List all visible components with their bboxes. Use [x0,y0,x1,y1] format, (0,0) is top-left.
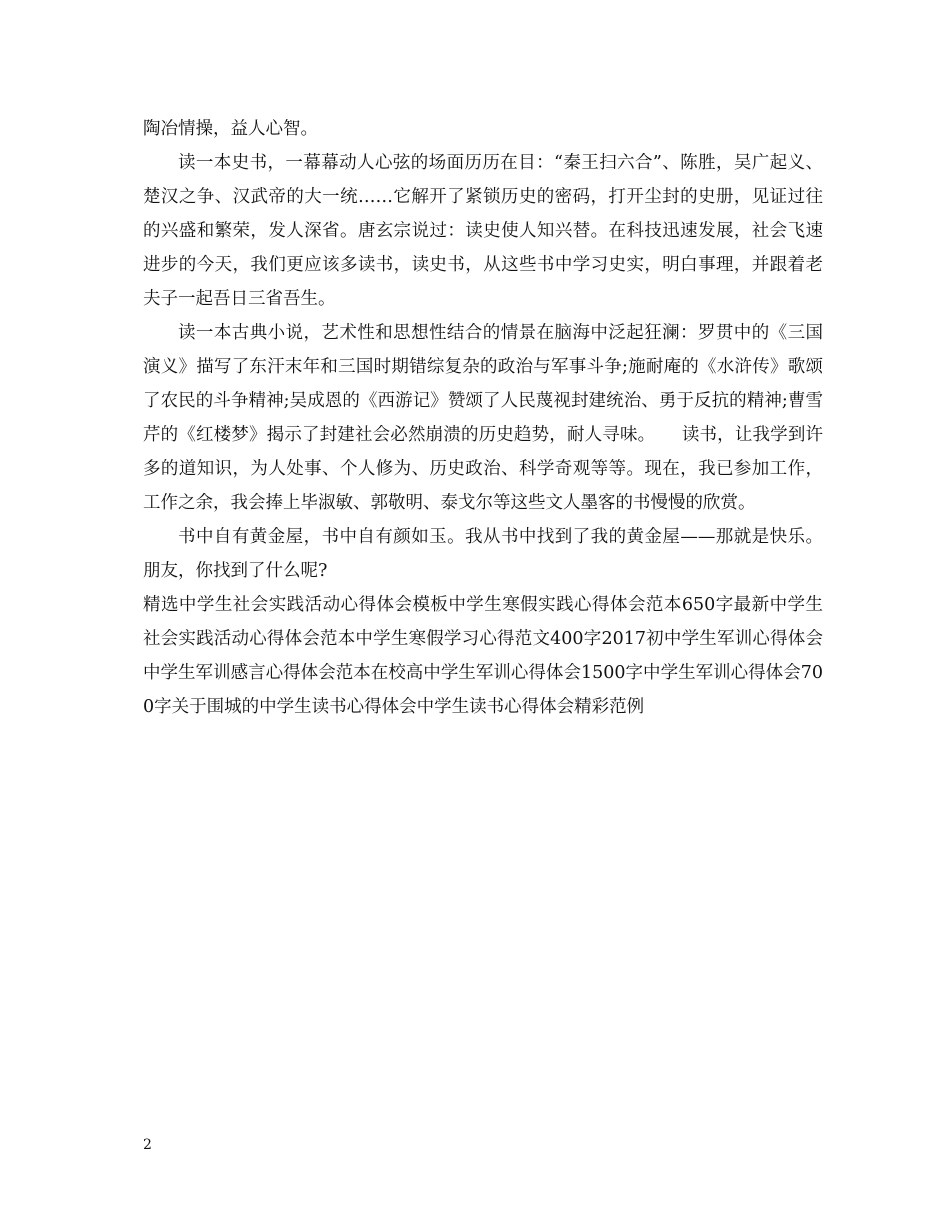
paragraph-classic-novels: 读一本古典小说，艺术性和思想性结合的情景在脑海中泛起狂澜：罗贯中的《三国演义》描写了东汗末年和三国时期错综复杂的政治与军事斗争;施耐庵的《水浒传》歌颂了农民的斗争精神;吴成恩的《西游记》赞颂了人民蔑视封建统治、勇于反抗的精神;曹雪芹的《红楼梦》揭示了封建社会必然崩溃的历史趋势，耐人寻味。 读书，让我学到许多的道知识，为人处事、个人修为、历史政治、科学奇观等等。现在，我已参加工作，工作之余，我会捧上毕淑敏、郭敬明、泰戈尔等这些文人墨客的书慢慢的欣赏。 [143,323,823,513]
paragraph-continuation: 陶冶情操，益人心智。 [143,119,318,139]
related-articles-text: 精选中学生社会实践活动心得体会模板中学生寒假实践心得体会范本650字最新中学生社会实践活动心得体会范本中学生寒假学习心得范文400字2017初中学生军训心得体会中学生军训感言心得体会范本在校高中学生军训心得体会1500字中学生军训心得体会700字关于围城的中学生读书心得体会中学生读书心得体会精彩范例 [143,595,823,717]
paragraph-conclusion: 书中自有黄金屋，书中自有颜如玉。我从书中找到了我的黄金屋——那就是快乐。朋友，你找到了什么呢? [143,527,823,581]
document-body [143,112,823,724]
page-number: 2 [143,1137,152,1153]
paragraph-history-books: 读一本史书，一幕幕动人心弦的场面历历在目：“秦王扫六合”、陈胜，吴广起义、楚汉之争、汉武帝的大一统……它解开了紧锁历史的密码，打开尘封的史册，见证过往的兴盛和繁荣，发人深省。唐玄宗说过：读史使人知兴替。在科技迅速发展，社会飞速进步的今天，我们更应该多读书，读史书，从这些书中学习史实，明白事理，并跟着老夫子一起吾日三省吾生。 [143,153,823,309]
